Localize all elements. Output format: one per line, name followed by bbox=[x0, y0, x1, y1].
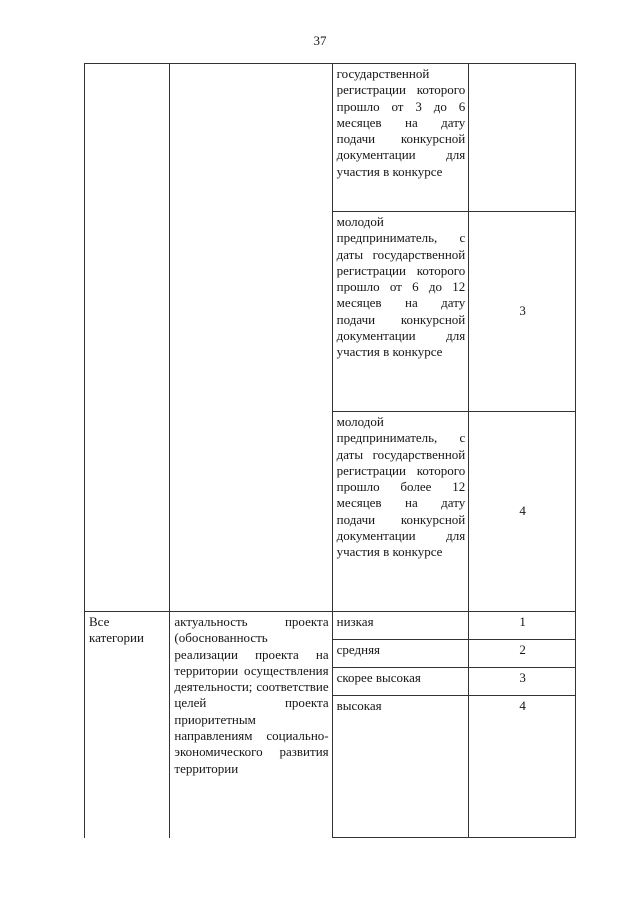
criterion-cell: государственной регистрации которого прошло от 3 до 6 месяцев на дату подачи конкурсной документации для участия в конкурсе bbox=[332, 64, 469, 212]
level-cell: высокая bbox=[332, 696, 469, 838]
score-cell: 1 bbox=[469, 612, 576, 640]
page-number: 37 bbox=[313, 33, 327, 48]
empty-indicator-cell bbox=[170, 64, 332, 612]
score-cell: 4 bbox=[469, 696, 576, 838]
level-cell: низкая bbox=[332, 612, 469, 640]
category-cell: Все категории bbox=[85, 612, 170, 838]
score-cell: 3 bbox=[469, 668, 576, 696]
table-row bbox=[85, 612, 576, 640]
score-cell: 3 bbox=[469, 212, 576, 412]
level-cell: средняя bbox=[332, 640, 469, 668]
empty-category-cell bbox=[85, 64, 170, 612]
criterion-cell: молодой предприниматель, с даты государственной регистрации которого прошло более 12 месяцев на дату подачи конкурсной документации для участия в конкурсе bbox=[332, 412, 469, 612]
criterion-cell: молодой предприниматель, с даты государственной регистрации которого прошло от 6 до 12 месяцев на дату подачи конкурсной документации для участия в конкурсе bbox=[332, 212, 469, 412]
table-row bbox=[85, 64, 576, 212]
scoring-table bbox=[84, 63, 576, 838]
score-cell bbox=[469, 64, 576, 212]
indicator-cell: актуальность проекта (обоснованность реализации проекта на территории осуществления деятельности; соответствие целей проекта приоритетным направлениям социально-экономического развития территории bbox=[170, 612, 332, 838]
score-cell: 2 bbox=[469, 640, 576, 668]
level-cell: скорее высокая bbox=[332, 668, 469, 696]
score-cell: 4 bbox=[469, 412, 576, 612]
